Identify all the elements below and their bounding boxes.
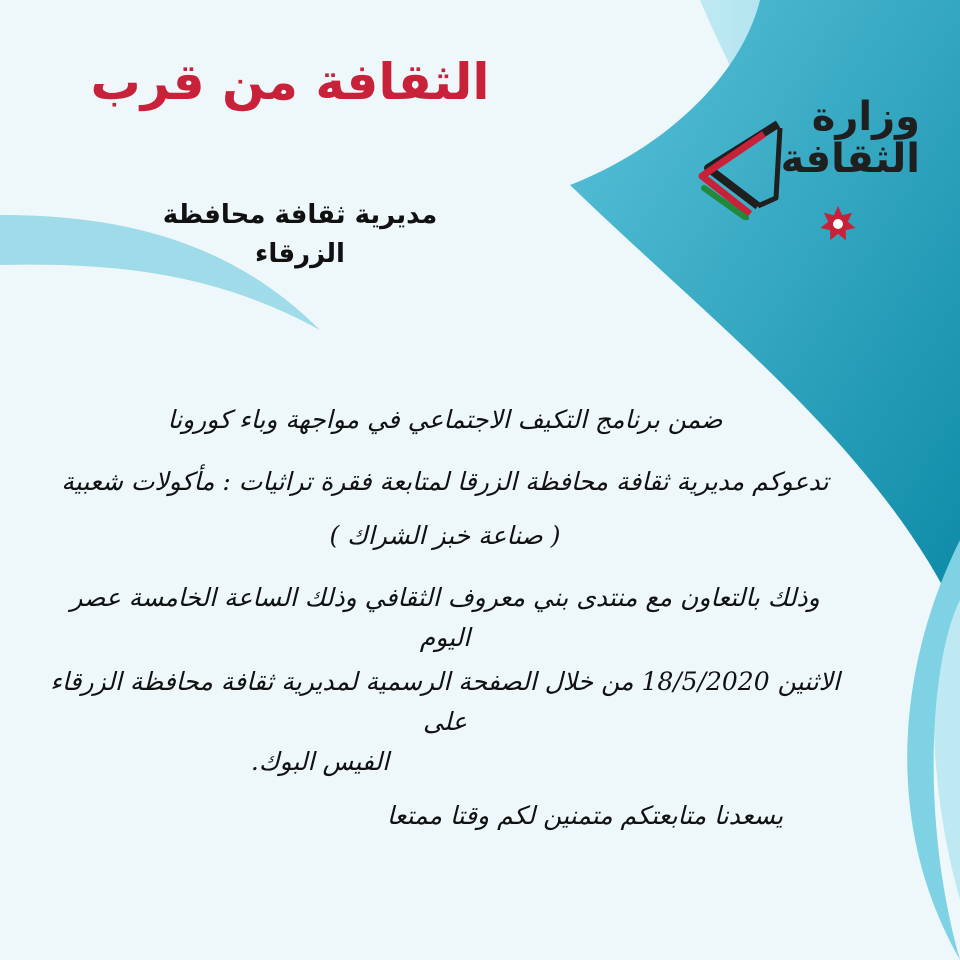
message-line-2: تدعوكم مديرية ثقافة محافظة الزرقا لمتابعة فقرة تراثيات : مأكولات شعبية (61, 467, 829, 496)
invitation-message (50, 400, 840, 836)
ministry-logo-text (760, 96, 920, 180)
message-line-4: وذلك بالتعاون مع منتدى بني معروف الثقافي وذلك الساعة الخامسة عصر اليوم (70, 583, 820, 652)
directorate-name (150, 196, 450, 274)
ministry-logo (680, 96, 920, 256)
logo-line-1: وزارة (811, 94, 920, 140)
message-line-6: الفيس البوك. (250, 747, 390, 776)
headline: الثقافة من قرب (90, 53, 490, 111)
star-icon (818, 204, 858, 244)
logo-line-2: الثقافة (780, 136, 920, 182)
directorate-line-2: الزرقاء (255, 239, 345, 269)
directorate-line-1: مديرية ثقافة محافظة (162, 200, 438, 230)
message-line-5: الاثنين 18/5/2020 من خلال الصفحة الرسمية لمديرية ثقافة محافظة الزرقاء على (50, 667, 840, 736)
message-line-1: ضمن برنامج التكيف الاجتماعي في مواجهة وباء كورونا (167, 405, 723, 434)
message-line-7: يسعدنا متابعتكم متمنين لكم وقتا ممتعا (386, 801, 784, 830)
message-line-3: ( صناعة خبز الشراك ) (329, 521, 561, 550)
